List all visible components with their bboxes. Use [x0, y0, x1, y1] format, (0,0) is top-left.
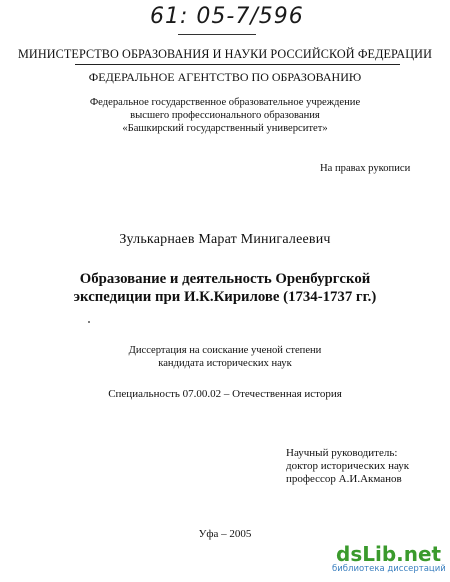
watermark-subtitle: библиотека диссертаций: [332, 564, 446, 574]
degree-line: Диссертация на соискание ученой степени: [128, 345, 322, 356]
watermark-brand: dsLib.net: [336, 542, 442, 566]
rights-note: На правах рукописи: [320, 163, 411, 174]
heading-divider: [75, 64, 400, 65]
scan-speck: [88, 321, 90, 323]
institution-block: [0, 96, 450, 135]
title-line: экспедиции при И.К.Кирилове (1734-1737 гг.): [73, 289, 377, 305]
title-line: Образование и деятельность Оренбургской: [79, 271, 371, 287]
supervisor-block: [286, 447, 409, 486]
supervisor-line: профессор А.И.Акманов: [286, 473, 402, 485]
degree-statement: [0, 344, 450, 370]
author-name: Зулькарнаев Марат Минигалеевич: [119, 232, 331, 247]
institution-line: высшего профессионального образования: [130, 110, 320, 121]
stamp-underline: [178, 34, 256, 35]
supervisor-line: Научный руководитель:: [286, 447, 398, 459]
place-year: Уфа – 2005: [198, 528, 252, 540]
supervisor-line: доктор исторических наук: [286, 460, 410, 472]
specialty-line: Специальность 07.00.02 – Отечественная история: [108, 388, 342, 400]
dslib-watermark[interactable]: [332, 542, 444, 576]
dissertation-title: [0, 270, 450, 306]
institution-line: «Башкирский государственный университет»: [122, 123, 328, 134]
agency-heading: ФЕДЕРАЛЬНОЕ АГЕНТСТВО ПО ОБРАЗОВАНИЮ: [88, 70, 362, 84]
archive-stamp: 61: 05-7/596: [150, 4, 304, 29]
institution-line: Федеральное государственное образовательное учреждение: [89, 97, 361, 108]
ministry-heading: МИНИСТЕРСТВО ОБРАЗОВАНИЯ И НАУКИ РОССИЙСКОЙ ФЕДЕРАЦИИ: [18, 47, 432, 61]
degree-line: кандидата исторических наук: [158, 358, 292, 369]
